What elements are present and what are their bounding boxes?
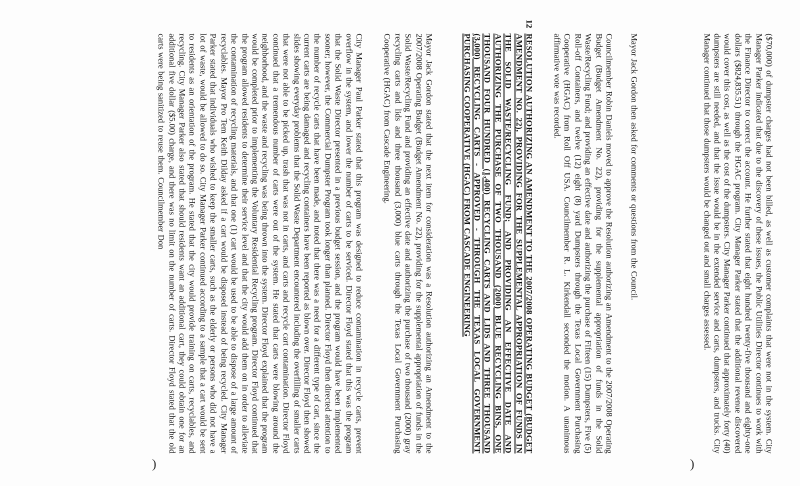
- paragraph-dumpster-charges: ($70,000) of dumpster charges had not been billed, as well as customer complaints that were not in the system. City Manager Parker indicated that due to the discovery of these issues, the Public Utilities Director continues to work with the Finance Director to correct the account. He further stated that eight hundred twenty-five thousand and eighty-one dollars ($824,835.51) through the HGAC program. City Manager Parker stated that the additional revenue discovered would cover this cost, as well as the cost of the dumpsters. City Manager Parker continued that approximately forty (40) dumpsters are still needed, and that the issue would be in the extended service and carts, dumpsters, and trucks. City Manager continued that those dumpsters would be changed out and small charges assessed.: [702, 33, 775, 453]
- rotated-text-block: [18, 19, 783, 453]
- resolution-number: 12: [524, 19, 535, 28]
- paragraph-mayor-statement: Mayor Jack Gordon stated that the next item for consideration was a Resolution authorizing an Amendment to the 2007/2008 Operating Budget (Budget Amendment No. 22), providing for the supplemental appropriation of funds in the Solid Waste/Recycling Fund and providing an effective date and authorizing the purchase of two thousand (2000) gray recycling carts and lids and three thousand (3,000) blue carts through the Texas Local Government Purchasing Cooperative (HGAC) from Cascade Engineering.: [382, 33, 435, 453]
- margin-mark: ): [152, 456, 157, 471]
- paragraph-motion: Councilmember Robin Daniels moved to approve the Resolution authorizing an Amendment to the 2007/2008 Operating Budget (Budget Amendment No. 22), providing for the supplemental appropriation of funds in the Solid Waste/Recycling Fund; and providing an effective date and authorizing the purchase of Fifteen (15) Dumpsters, Five (5) Roll-off Containers, and twelve (12) eight (8) yard Dumpsters through the Texas Local Government Purchasing Cooperative (HGAC) from Roll Off USA. Councilmember R. L. Kirkendall seconded the motion. A unanimous affirmative vote was recorded.: [552, 33, 615, 453]
- paragraph-mayor-comments: Mayor Jack Gordon then asked for comments or questions from the Council.: [629, 33, 640, 300]
- margin-mark: ): [690, 456, 695, 471]
- paragraph-city-manager: City Manager Paul Parker stated that this program was designed to reduce contamination in recycle carts, prevent overflow in the system, and lower the number of carts to be serviced. Director Floyd stated that this was the program that the Solid Waste Director presented in a previous budget session, and the program would have been implemented sooner; however, the Commercial Dumpster Program took longer than planned. Director Floyd then directed attention to the number of recycle carts that have been made, and noted that there was a need for a different type of cart, since the current carts are being damaged and recycling containers have been reported as blown over. Director Floyd then showed slides showing everyday problems that the Solid Waste Department encountered including the overfilling of smaller carts that were not able to be picked up, trash that was not in carts, and carts and recycle cart contamination. Director Floyd continued that a tremendous number of carts were out of the system. He stated that carts were blowing around the neighborhood, and the waste and recycling was being thrown into the system. Director Floyd explained that the program would be completed prior to implementing the Voluntary Residential Recycling program. Director Floyd continued that the program allowed residents to determine their service level and that the city would add them on in order to alleviate the contamination of recycling materials, and that one (1) cart would be used to be able to dispose of a large amount of recyclables. Mayor Pro Tem Keith Dilday asked if a cart would be disposed instead of being recycled. City Manager Parker stated that individuals who wished to keep the smaller carts, such as the elderly or persons who did not have a lot of waste, would be allowed to do so. City Manager Parker continued according to a sample that a cart would be sent to residents as an orientation of the program. He stated that the city would provide training on carts, recyclables, and recycling. City Manager Parker also stated that should residents want an additional cart, they could obtain one for an additional five dollar ($5.00) charge, and there was no limit on the number of carts. Director Floyd stated that the old carts were being sanitized to reuse them. Councilmember Don: [156, 33, 365, 453]
- resolution-heading: RESOLUTION AUTHORIZING AN AMENDMENT TO THE 2007/2008 OPERATING BUDGET (BUDGET AMENDMENT NO. 22), PROVIDING FOR THE SUPPLEMENTAL APPROPRIATION OF FUNDS IN THE SOLID WASTE/RECYCLING FUND; AND PROVIDING AN EFFECTIVE DATE AND AUTHORIZING THE PURCHASE OF TWO THOUSAND (2000) BLUE RECYCLING BINS, ONE THOUSAND FOUR HUNDRED (1,400) RECYCLING CARTS AND LIDS AND THREE THOUSAND (3,000) RECYCLING CARTS - APPROVED - THROUGH THE TEXAS LOCAL GOVERNMENT PURCHASING COOPERATIVE (HGAC) FROM CASCADE ENGINEERING: [462, 33, 535, 453]
